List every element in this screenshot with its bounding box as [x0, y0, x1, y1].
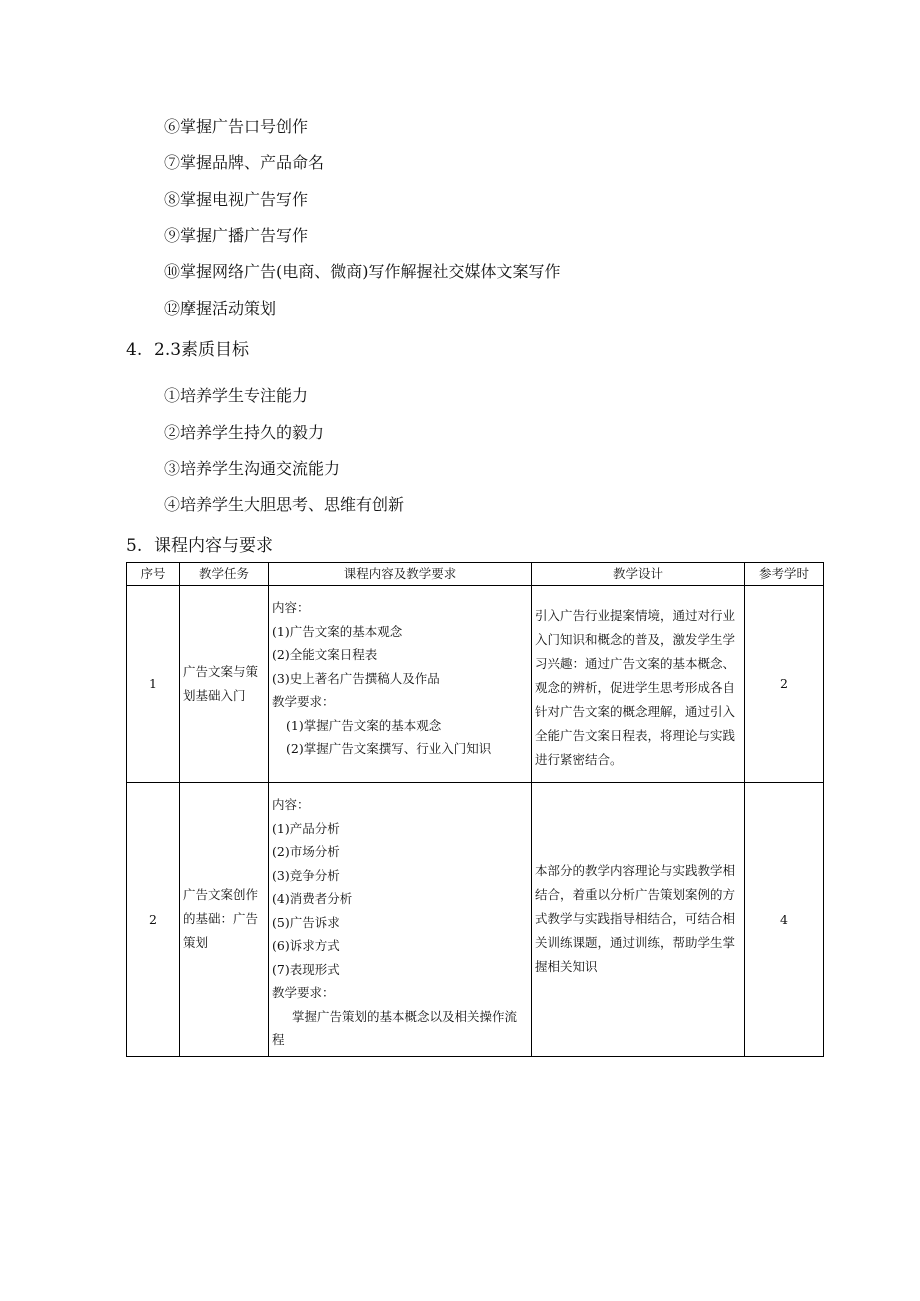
skill-item-8: ⑧掌握电视广告写作	[164, 190, 309, 209]
skill-item-12: ⑫摩握活动策划	[164, 299, 277, 318]
section-number: 5.	[126, 536, 143, 556]
section-heading-course-content	[126, 535, 273, 557]
content-item: (7)表现形式	[272, 961, 340, 977]
row-number: 2	[127, 783, 180, 1057]
skill-item-10: ⑩掌握网络广告(电商、微商)写作解握社交媒体文案写作	[164, 262, 561, 281]
quality-item-2: ②培养学生持久的毅力	[164, 423, 325, 442]
row-design: 本部分的教学内容理论与实践教学相结合，着重以分析广告策划案例的方式教学与实践指导相结合，可结合相关训练课题，通过训练，帮助学生掌握相关知识	[532, 783, 745, 1057]
skill-item-9: ⑨掌握广播广告写作	[164, 226, 309, 245]
row-task: 广告文案创作的基础：广告策划	[180, 783, 269, 1057]
row-hours: 2	[745, 586, 824, 783]
header-cell: 参考学时	[745, 563, 824, 586]
table-header-row	[127, 563, 824, 586]
header-cell: 教学设计	[532, 563, 745, 586]
skill-item-7: ⑦掌握品牌、产品命名	[164, 153, 325, 172]
section-title: 课程内容与要求	[154, 536, 273, 556]
content-item: (1)产品分析	[272, 820, 340, 836]
content-item: (1)广告文案的基本观念	[272, 623, 403, 639]
row-task: 广告文案与策划基础入门	[180, 586, 269, 783]
row-design: 引入广告行业提案情境，通过对行业入门知识和概念的普及，激发学生学习兴趣：通过广告文案的基本概念、观念的辨析，促进学生思考形成各自针对广告文案的概念理解，通过引入全能广告文案日程表，将理论与实践进行紧密结合。	[532, 586, 745, 783]
content-item: (5)广告诉求	[272, 914, 340, 930]
section-heading-quality-goals	[126, 339, 249, 361]
quality-item-3: ③培养学生沟通交流能力	[164, 459, 341, 478]
row-hours: 4	[745, 783, 824, 1057]
header-cell: 教学任务	[180, 563, 269, 586]
content-item: (6)诉求方式	[272, 938, 340, 953]
requirement-item: 掌握广告策划的基本概念以及相关操作流程	[272, 1008, 518, 1047]
header-cell: 课程内容及教学要求	[269, 563, 532, 586]
table-row	[127, 586, 824, 783]
requirement-item: (1)掌握广告文案的基本观念	[286, 717, 442, 733]
content-item: (3)竞争分析	[272, 867, 340, 883]
content-item: (2)市场分析	[272, 844, 340, 859]
requirement-label: 教学要求：	[272, 694, 335, 709]
section-title: 2.3素质目标	[154, 340, 250, 360]
table-row	[127, 783, 824, 1057]
requirement-label: 教学要求：	[272, 985, 335, 1000]
content-label: 内容：	[272, 797, 310, 812]
quality-item-4: ④培养学生大胆思考、思维有创新	[164, 495, 405, 514]
section-number: 4.	[126, 340, 143, 360]
content-label: 内容：	[272, 600, 310, 615]
skill-item-6: ⑥掌握广告口号创作	[164, 117, 309, 136]
header-cell: 序号	[127, 563, 180, 586]
row-content	[269, 783, 532, 1057]
row-content	[269, 586, 532, 783]
requirement-item: (2)掌握广告文案撰写、行业入门知识	[286, 741, 492, 756]
row-number: 1	[127, 586, 180, 783]
content-item: (3)史上著名广告撰稿人及作品	[272, 670, 440, 686]
quality-item-1: ①培养学生专注能力	[164, 386, 309, 405]
content-item: (2)全能文案日程表	[272, 647, 378, 662]
course-content-table	[126, 562, 824, 1057]
content-item: (4)消费者分析	[272, 891, 353, 906]
